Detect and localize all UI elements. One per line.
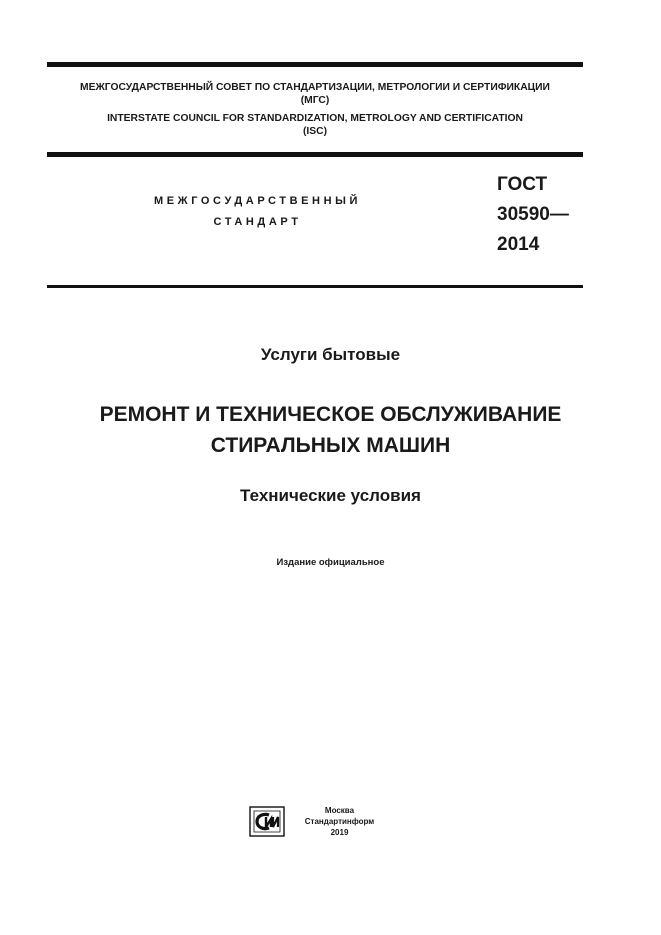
standartinform-logo-icon	[249, 806, 285, 837]
council-header	[47, 81, 583, 138]
document-title	[0, 399, 661, 461]
council-name-en: INTERSTATE COUNCIL FOR STANDARDIZATION, METROLOGY AND CERTIFICATION	[107, 113, 523, 124]
standard-type-line2: СТАНДАРТ	[213, 216, 302, 228]
publisher-name: Стандартинформ	[304, 817, 375, 826]
publisher-city: Москва	[324, 806, 355, 815]
standard-type	[120, 191, 395, 233]
designation-number: 30590—	[497, 204, 569, 225]
council-abbr-en: (ISC)	[302, 126, 328, 137]
header-rule	[47, 152, 583, 157]
publisher-year: 2019	[330, 828, 349, 837]
top-rule	[47, 62, 583, 67]
standard-designation	[497, 170, 569, 260]
standard-type-line1: МЕЖГОСУДАРСТВЕННЫЙ	[153, 195, 362, 207]
council-name-ru: МЕЖГОСУДАРСТВЕННЫЙ СОВЕТ ПО СТАНДАРТИЗАЦИИ, МЕТРОЛОГИИ И СЕРТИФИКАЦИИ	[80, 82, 550, 93]
document-kind: Технические условия	[240, 486, 421, 505]
council-abbr-ru: (МГС)	[300, 95, 330, 106]
edition-note: Издание официальное	[276, 557, 385, 568]
document-title-line1: РЕМОНТ И ТЕХНИЧЕСКОЕ ОБСЛУЖИВАНИЕ	[99, 403, 562, 426]
designation-year: 2014	[497, 234, 540, 255]
designation-rule	[47, 285, 583, 288]
publisher-block	[297, 805, 382, 838]
document-subject: Услуги бытовые	[260, 345, 401, 364]
designation-prefix: ГОСТ	[497, 174, 548, 195]
document-title-line2: СТИРАЛЬНЫХ МАШИН	[210, 434, 451, 457]
